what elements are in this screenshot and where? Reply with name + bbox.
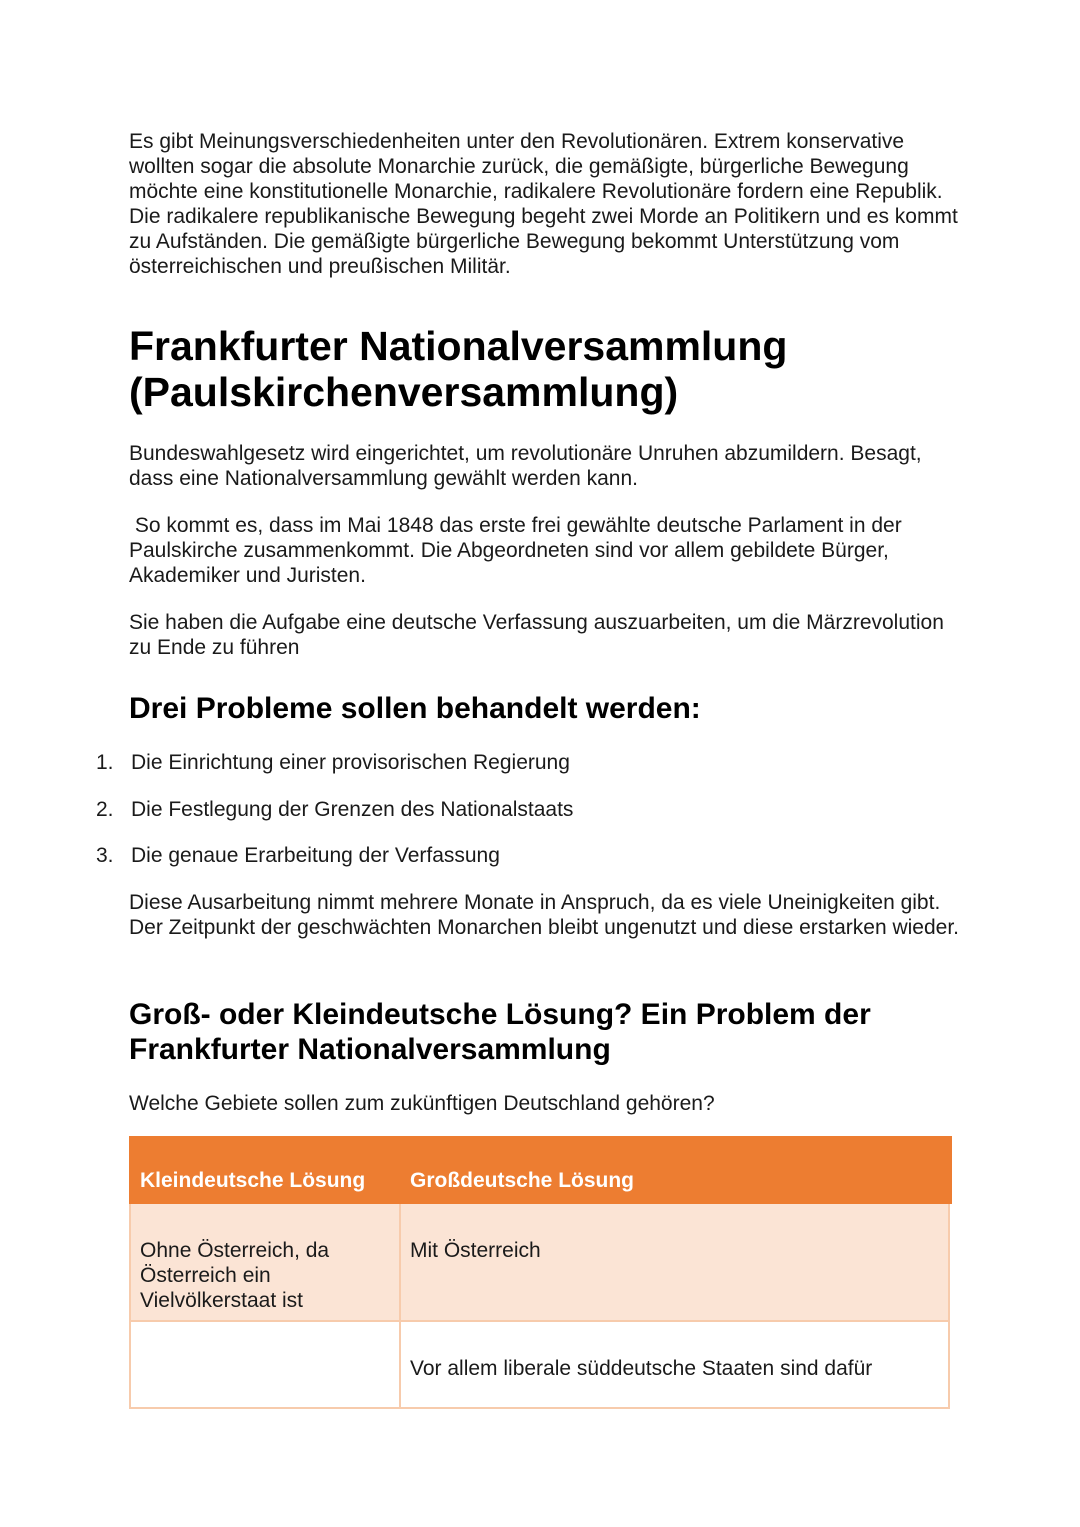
list-item — [96, 843, 956, 868]
heading-drei-probleme: Drei Probleme sollen behandelt werden: — [129, 692, 701, 725]
table-row — [131, 1322, 948, 1407]
list-number: 2. — [96, 798, 114, 821]
list-item — [96, 750, 956, 775]
table-cell: Vor allem liberale süddeutsche Staaten sind dafür — [410, 1357, 873, 1380]
list-text: Die Festlegung der Grenzen des Nationalstaats — [131, 798, 574, 821]
heading-line-1: Groß- oder Kleindeutsche Lösung? Ein Problem der — [129, 998, 871, 1031]
question-paragraph: Welche Gebiete sollen zum zukünftigen Deutschland gehören? — [129, 1092, 715, 1115]
table-cell: Ohne Österreich, da Österreich ein Vielvölkerstaat ist — [140, 1239, 330, 1312]
column-divider — [399, 1204, 401, 1407]
heading-frankfurter-nationalversammlung — [129, 323, 1009, 415]
table-header-row — [129, 1136, 952, 1204]
heading-line-2: Frankfurter Nationalversammlung — [129, 1033, 611, 1066]
table-row — [131, 1204, 948, 1322]
paragraph-mai-1848: So kommt es, dass im Mai 1848 das erste frei gewählte deutsche Parlament in der Paulskirche zusammenkommt. Die Abgeordneten sind vor allem gebildete Bürger, Akademiker und Juristen. — [129, 514, 908, 587]
table-cell: Mit Österreich — [410, 1239, 541, 1262]
header-grossdeutsche-loesung: Großdeutsche Lösung — [410, 1169, 635, 1192]
heading-gross-oder-kleindeutsch — [129, 997, 1009, 1067]
list-number: 1. — [96, 751, 114, 774]
paragraph-bundeswahlgesetz: Bundeswahlgesetz wird eingerichtet, um revolutionäre Unruhen abzumildern. Besagt, dass eine Nationalversammlung gewählt werden kann. — [129, 442, 922, 490]
intro-paragraph: Es gibt Meinungsverschiedenheiten unter den Revolutionären. Extrem konservative wollten sogar die absolute Monarchie zurück, die gemäßigte, bürgerliche Bewegung möchte eine konstitutionelle Monarchie, radikalere Revolutionäre fordern eine Republik. Die radikalere republikanische Bewegung begeht zwei Morde an Politikern und es kommt zu Aufständen. Die gemäßigte bürgerliche Bewegung bekommt Unterstützung vom österreichischen und preußischen Militär. — [129, 130, 958, 278]
paragraph-ausarbeitung: Diese Ausarbeitung nimmt mehrere Monate in Anspruch, da es viele Uneinigkeiten gibt. Der Zeitpunkt der geschwächten Monarchen bleibt ungenutzt und diese erstarken wieder. — [129, 891, 959, 939]
list-item — [96, 797, 956, 822]
paragraph-aufgabe: Sie haben die Aufgabe eine deutsche Verfassung auszuarbeiten, um die Märzrevolution zu Ende zu führen — [129, 611, 944, 659]
heading-line-2: (Paulskirchenversammlung) — [129, 369, 679, 415]
heading-line-1: Frankfurter Nationalversammlung — [129, 323, 788, 369]
comparison-table — [129, 1136, 950, 1409]
list-text: Die genaue Erarbeitung der Verfassung — [131, 844, 500, 867]
list-text: Die Einrichtung einer provisorischen Regierung — [131, 751, 570, 774]
header-kleindeutsche-loesung: Kleindeutsche Lösung — [140, 1169, 366, 1192]
list-number: 3. — [96, 844, 114, 867]
